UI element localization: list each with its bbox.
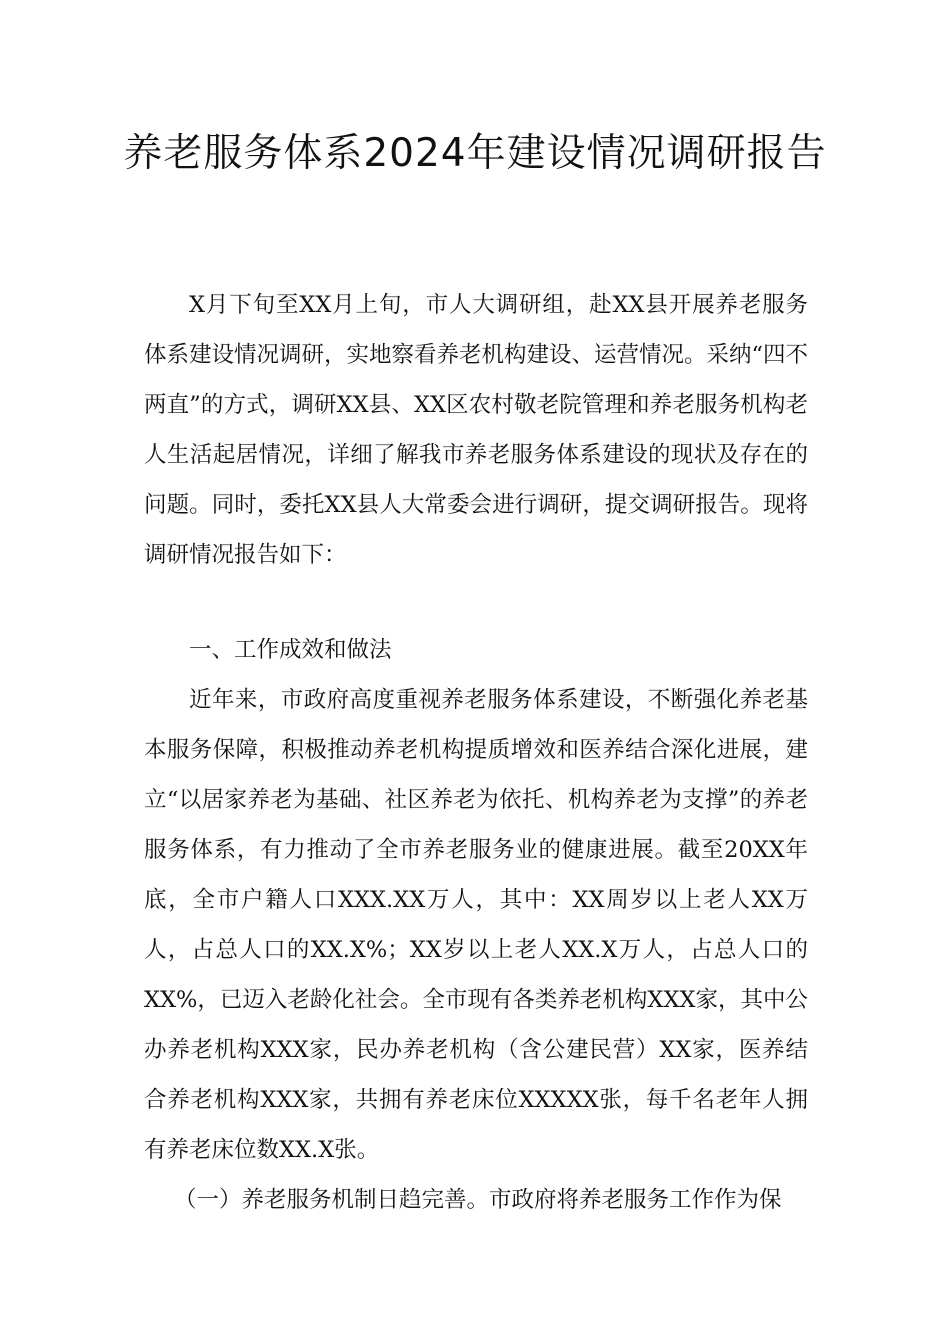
subsection-paragraph: （一）养老服务机制日趋完善。市政府将养老服务工作作为保 xyxy=(174,1187,782,1213)
intro-paragraph: X月下旬至XX月上旬，市人大调研组，赴XX县开展养老服务体系建设情况调研，实地察看养老机构建设、运营情况。采纳“四不两直”的方式，调研XX县、XX区农村敬老院管理和养老服务机构老人生活起居情况，详细了解我市养老服务体系建设的现状及存在的问题。同时，委托XX县人大常委会进行调研，提交调研报告。现将调研情况报告如下： xyxy=(144,292,809,568)
section-body-paragraph: 近年来，市政府高度重视养老服务体系建设，不断强化养老基本服务保障，积极推动养老机构提质增效和医养结合深化进展，建立“以居家养老为基础、社区养老为依托、机构养老为支撑”的养老服务体系，有力推动了全市养老服务业的健康进展。截至20XX年底，全市户籍人口XXX.XX万人，其中：XX周岁以上老人XX万人，占总人口的XX.X%；XX岁以上老人XX.X万人，占总人口的XX%，已迈入老龄化社会。全市现有各类养老机构XXX家，其中公办养老机构XXX家，民办养老机构（含公建民营）XX家，医养结合养老机构XXX家，共拥有养老床位XXXXX张，每千名老年人拥有养老床位数XX.X张。 xyxy=(144,687,808,1163)
document-title: 养老服务体系2024年建设情况调研报告 xyxy=(123,131,827,176)
section-heading: 一、工作成效和做法 xyxy=(189,637,392,663)
